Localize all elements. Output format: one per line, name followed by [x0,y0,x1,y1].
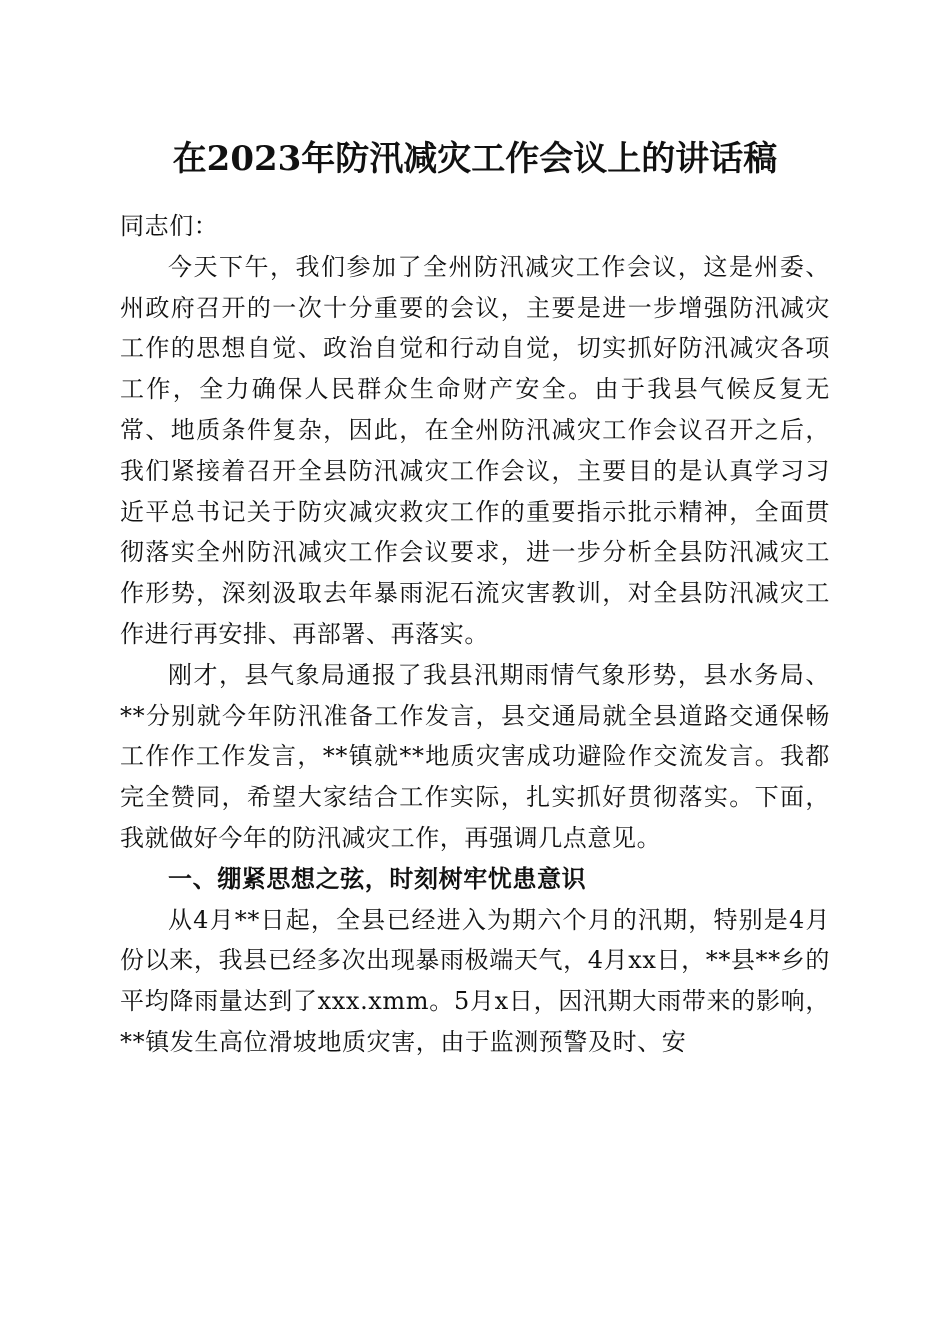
paragraph-section-one: 从4月**日起，全县已经进入为期六个月的汛期，特别是4月份以来，我县已经多次出现暴雨极端天气，4月xx日，**县**乡的平均降雨量达到了xxx.xmm。5月x日，因汛期大雨带来的影响，**镇发生高位滑坡地质灾害，由于监测预警及时、安 [120,905,830,1056]
document-title: 在2023年防汛减灾工作会议上的讲话稿 [172,139,778,179]
section-heading: 一、绷紧思想之弦，时刻树牢忧患意识 [168,864,587,893]
document-body [120,206,830,1063]
paragraph-intro: 今天下午，我们参加了全州防汛减灾工作会议，这是州委、州政府召开的一次十分重要的会议，主要是进一步增强防汛减灾工作的思想自觉、政治自觉和行动自觉，切实抓好防汛减灾各项工作，全力确保人民群众生命财产安全。由于我县气候反复无常、地质条件复杂，因此，在全州防汛减灾工作会议召开之后，我们紧接着召开全县防汛减灾工作会议，主要目的是认真学习习近平总书记关于防灾减灾救灾工作的重要指示批示精神，全面贯彻落实全州防汛减灾工作会议要求，进一步分析全县防汛减灾工作形势，深刻汲取去年暴雨泥石流灾害教训，对全县防汛减灾工作进行再安排、再部署、再落实。 [120,252,830,648]
paragraph-reports: 刚才，县气象局通报了我县汛期雨情气象形势，县水务局、**分别就今年防汛准备工作发言，县交通局就全县道路交通保畅工作作工作发言，**镇就**地质灾害成功避险作交流发言。我都完全赞同，希望大家结合工作实际，扎实抓好贯彻落实。下面，我就做好今年的防汛减灾工作，再强调几点意见。 [120,660,830,852]
salutation: 同志们： [120,212,219,240]
